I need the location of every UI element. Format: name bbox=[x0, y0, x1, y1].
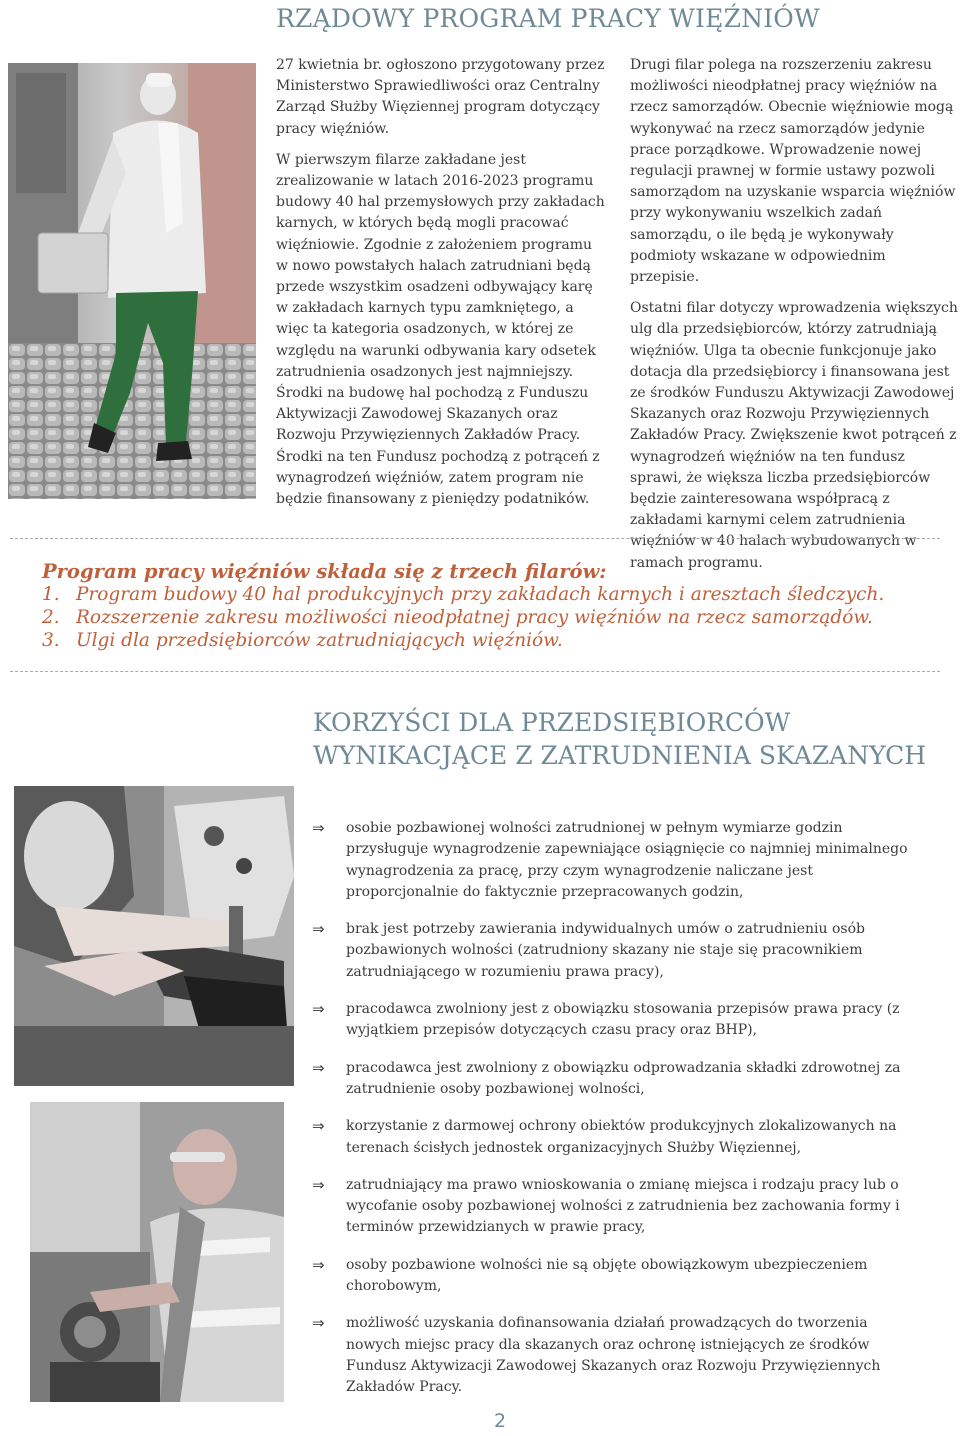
pillars-summary bbox=[42, 560, 942, 652]
benefit-text: osobie pozbawionej wolności zatrudnionej w pełnym wymiarze godzin przysługuje wynagrodzenie zapewniające osiągnięcie co najmniej minimalnego wynagrodzenia za pracę, przy czym wynagrodzenie naliczane jest proporcjonalnie do faktycznie przepracowanych godzin, bbox=[346, 820, 908, 900]
double-arrow-right-icon: ⇒ bbox=[312, 1000, 325, 1019]
double-arrow-right-icon: ⇒ bbox=[312, 1175, 325, 1194]
benefit-text: zatrudniający ma prawo wnioskowania o zmianę miejsca i rodzaju pracy lub o wycofanie osoby pozbawionej wolności z zatrudnienia bez zachowania formy i terminów przewidzianych w prawie pracy, bbox=[346, 1176, 900, 1236]
photo-worker-grinder-image bbox=[30, 1102, 284, 1402]
third-pillar-paragraph: Ostatni filar dotyczy wprowadzenia większych ulg dla przedsiębiorców, którzy zatrudniają więźniów. Ulga ta obecnie funkcjonuje jako dotacja dla przedsiębiorcy i finansowana jest ze środków Funduszu Aktywizacji Zawodowej Skazanych oraz Rozwoju Przywięziennych Zakładów Pracy. Zwiększenie kwot potrąceń z wynagrodzeń więźniów na ten fundusz sprawi, że większa liczba przedsiębiorców będzie zainteresowana współpracą z zakładami karnymi celem zatrudnienia więźniów w 40 halach wybudowanych w ramach programu. bbox=[630, 300, 958, 571]
benefit-text: korzystanie z darmowej ochrony obiektów produkcyjnych zlokalizowanych na terenach ścisłych jednostek organizacyjnych Służby Więziennej, bbox=[346, 1118, 897, 1156]
pillar-text: Ulgi dla przedsiębiorców zatrudniających więźniów. bbox=[76, 630, 563, 651]
double-arrow-right-icon: ⇒ bbox=[312, 819, 325, 837]
photo-prisoner-walking-image bbox=[8, 63, 256, 499]
benefit-text: osoby pozbawione wolności nie są objęte obowiązkowym ubezpieczeniem chorobowym, bbox=[346, 1256, 868, 1295]
benefit-item bbox=[312, 1313, 912, 1398]
benefit-text: pracodawca jest zwolniony z obowiązku odprowadzania składki zdrowotnej za zatrudnienie osoby pozbawionej wolności, bbox=[346, 1059, 901, 1097]
benefit-text: możliwość uzyskania dofinansowania działań prowadzących do tworzenia nowych miejsc pracy dla skazanych oraz ochronę istniejących ze środków Fundusz Aktywizacji Zawodowej Skazanych oraz Rozwoju Przywięziennych Zakładów Pracy. bbox=[346, 1315, 881, 1396]
page-number: 2 bbox=[494, 1410, 507, 1432]
dashed-divider-top bbox=[10, 538, 940, 539]
pillar-item bbox=[42, 629, 942, 652]
photo-sewing-machine bbox=[14, 786, 294, 1086]
intro-paragraph: 27 kwietnia br. ogłoszono przygotowany przez Ministerstwo Sprawiedliwości oraz Centralny Zarząd Służby Więziennej program dotyczący pracy więźniów. bbox=[276, 57, 605, 137]
benefit-item bbox=[312, 1175, 912, 1239]
benefit-text: pracodawca zwolniony jest z obowiązku stosowania przepisów prawa pracy (z wyjątkiem przepisów dotyczących czasu pracy oraz BHP), bbox=[346, 1001, 900, 1039]
benefit-item bbox=[312, 1116, 912, 1159]
pillar-text: Rozszerzenie zakresu możliwości nieodpłatnej pracy więźniów na rzecz samorządów. bbox=[76, 607, 873, 628]
benefits-list bbox=[312, 818, 912, 1415]
double-arrow-right-icon: ⇒ bbox=[312, 1255, 325, 1274]
pillars-heading: Program pracy więźniów składa się z trzech filarów: bbox=[42, 560, 607, 583]
double-arrow-right-icon: ⇒ bbox=[312, 920, 325, 939]
benefit-text: brak jest potrzeby zawierania indywidualnych umów o zatrudnieniu osób pozbawionych wolności (zatrudniony skazany nie staje się pracownikiem zatrudniającego w rozumieniu prawa pracy), bbox=[346, 921, 865, 980]
pillar-number: 3. bbox=[42, 630, 60, 651]
photo-worker-grinder bbox=[30, 1102, 284, 1402]
first-pillar-paragraph: W pierwszym filarze zakładane jest zrealizowanie w latach 2016-2023 programu budowy 40 hal przemysłowych przy zakładach karnych, w których będą mogli pracować więźniowie. Zgodnie z założeniem programu w nowo powstałych halach zatrudniani będą przede wszystkim osadzeni odbywający karę w zakładach karnych typu zamkniętego, a więc ta kategoria osadzonych, w której ze względu na warunki odbywania kary odsetek zatrudnienia osadzonych jest najmniejszy. Środki na budowę hal pochodzą z Funduszu Aktywizacji Zawodowej Skazanych oraz Rozwoju Przywięziennych Zakładów Pracy. Środki na ten Fundusz pochodzą z potrąceń z wynagrodzeń więźniów, zatem program nie będzie finansowany z pieniędzy podatników. bbox=[276, 151, 605, 508]
second-pillar-paragraph: Drugi filar polega na rozszerzeniu zakresu możliwości nieodpłatnej pracy więźniów na rzecz samorządów. Obecnie więźniowie mogą wykonywać na rzecz samorządów jedynie prace porządkowe. Wprowadzenie nowej regulacji prawnej w formie ustawy pozwoli samorządom na uzyskanie wsparcia więźniów przy wykonywaniu wszelkich zadań samorządu, o ile będą je wykonywały podmioty wskazane w odpowiednim przepisie. bbox=[630, 57, 956, 286]
benefit-item bbox=[312, 1255, 912, 1298]
benefit-item bbox=[312, 818, 912, 903]
article-column-2 bbox=[630, 55, 958, 574]
photo-sewing-machine-image bbox=[14, 786, 294, 1086]
benefit-item bbox=[312, 919, 912, 983]
pillar-number: 2. bbox=[42, 607, 60, 628]
benefit-item bbox=[312, 1058, 912, 1101]
benefits-title-line-1: KORZYŚCI DLA PRZEDSIĘBIORCÓW bbox=[313, 708, 791, 737]
benefit-item bbox=[312, 999, 912, 1042]
double-arrow-right-icon: ⇒ bbox=[312, 1058, 325, 1077]
dashed-divider-bottom bbox=[10, 671, 940, 672]
pillar-number: 1. bbox=[42, 584, 60, 605]
article-column-1 bbox=[276, 55, 606, 510]
pillar-text: Program budowy 40 hal produkcyjnych przy zakładach karnych i aresztach śledczych. bbox=[76, 584, 885, 605]
benefits-section-title bbox=[313, 706, 926, 772]
page-title: RZĄDOWY PROGRAM PRACY WIĘŹNIÓW bbox=[276, 4, 820, 33]
pillar-item bbox=[42, 606, 942, 629]
photo-prisoner-walking bbox=[8, 63, 256, 499]
pillar-item bbox=[42, 583, 942, 606]
double-arrow-right-icon: ⇒ bbox=[312, 1117, 325, 1136]
double-arrow-right-icon: ⇒ bbox=[312, 1314, 325, 1333]
benefits-title-line-2: WYNIKACJĄCE Z ZATRUDNIENIA SKAZANYCH bbox=[313, 741, 927, 770]
